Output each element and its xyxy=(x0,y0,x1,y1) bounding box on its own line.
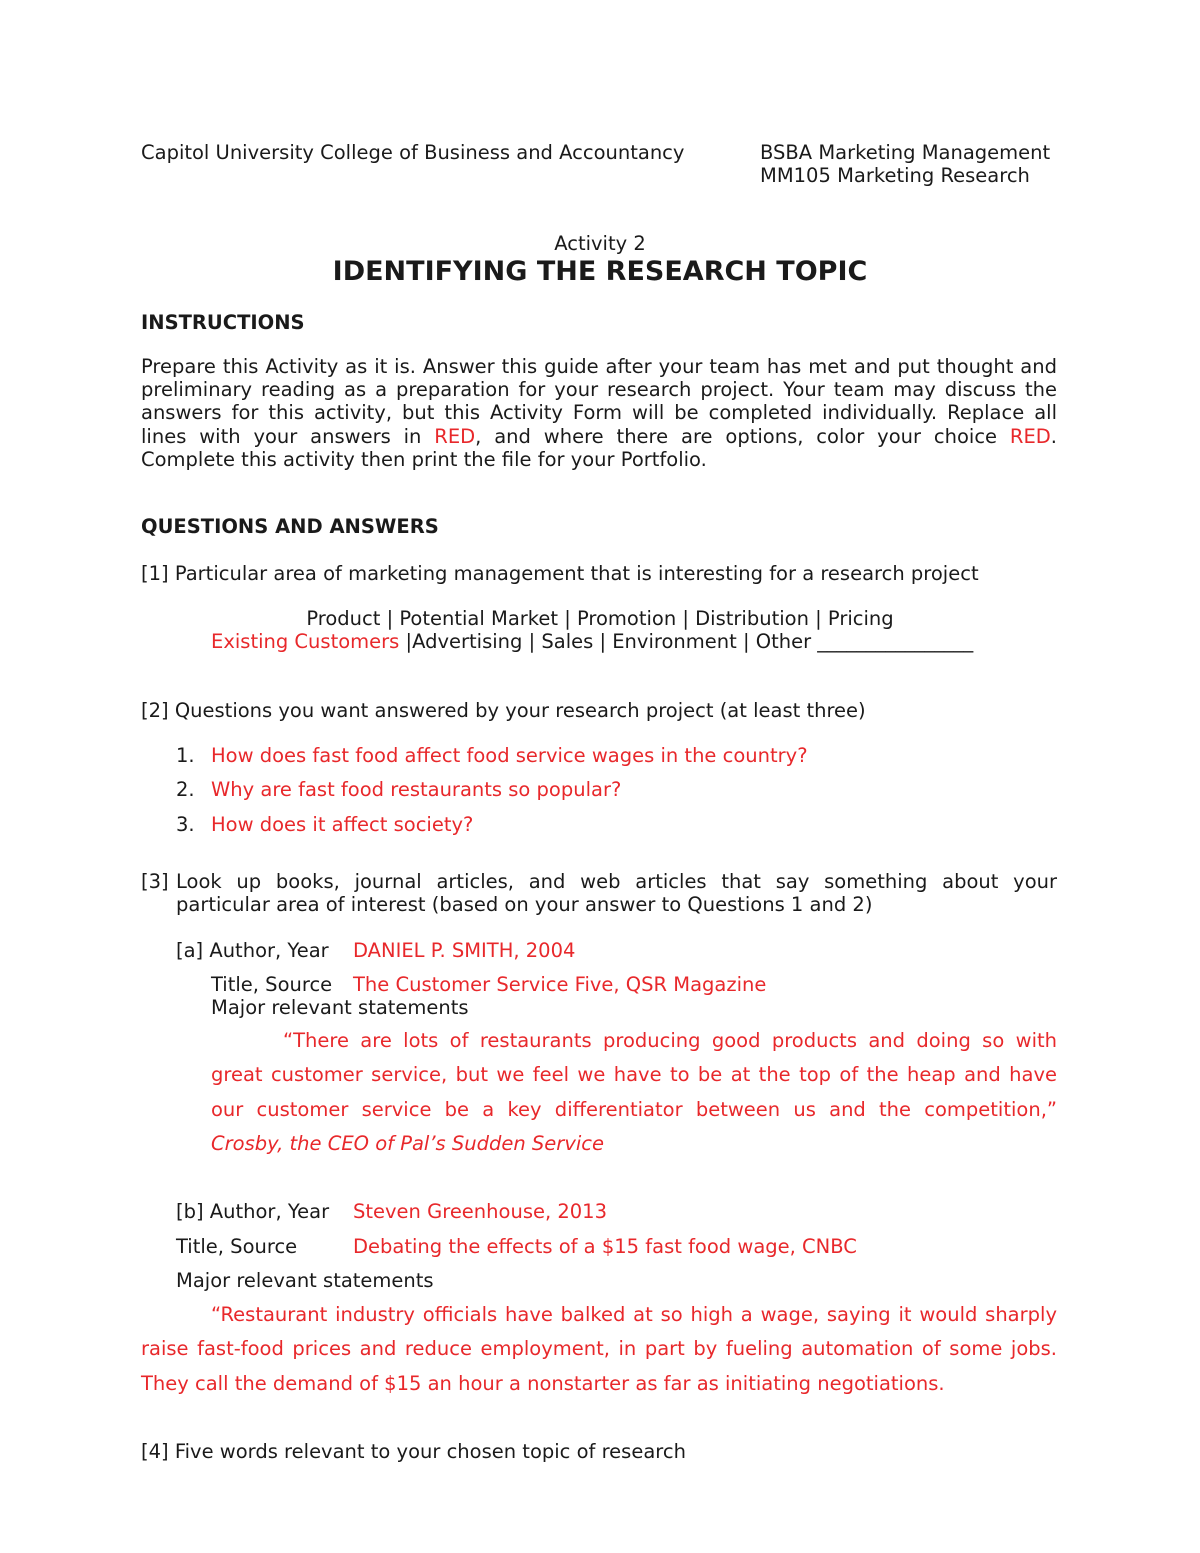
program-name: BSBA Marketing Management xyxy=(760,141,1051,164)
remaining-options: |Advertising | Sales | Environment | Other ________________ xyxy=(399,630,974,653)
question-4-prompt: [4] Five words relevant to your chosen topic of research xyxy=(141,1440,686,1463)
qa-heading: QUESTIONS AND ANSWERS xyxy=(141,515,439,538)
quote-line: great customer service, but we feel we have to be at the top of the heap and have xyxy=(211,1063,1057,1086)
red-keyword: RED xyxy=(1009,425,1051,448)
red-keyword: RED xyxy=(434,425,476,448)
instructions-line xyxy=(141,425,1057,448)
list-number: 1. xyxy=(176,744,195,767)
instructions-heading: INSTRUCTIONS xyxy=(141,311,305,334)
list-item: Why are fast food restaurants so popular? xyxy=(211,778,622,801)
quote-line: raise fast-food prices and reduce employment, in part by fueling automation of some jobs. xyxy=(141,1337,1057,1360)
question-3-prompt-line1: Look up books, journal articles, and web articles that say something about your xyxy=(176,870,1057,893)
instructions-text: . xyxy=(1050,425,1057,448)
reference-b-title-label: Title, Source xyxy=(176,1235,298,1258)
instructions-line: Complete this activity then print the file for your Portfolio. xyxy=(141,448,707,471)
course-name: MM105 Marketing Research xyxy=(760,164,1030,187)
question-3-prompt-line2: particular area of interest (based on your answer to Questions 1 and 2) xyxy=(176,893,873,916)
instructions-line: preliminary reading as a preparation for your research project. Your team may discuss the xyxy=(141,378,1057,401)
quote-line: “There are lots of restaurants producing good products and doing so with xyxy=(283,1029,1057,1052)
instructions-text: , and where there are options, color your choice xyxy=(475,425,1010,448)
quote-attribution: Crosby, the CEO of Pal’s Sudden Service xyxy=(211,1132,604,1155)
list-item: How does fast food affect food service wages in the country? xyxy=(211,744,808,767)
selected-option: Existing Customers xyxy=(211,630,400,653)
quote-line: “Restaurant industry officials have balked at so high a wage, saying it would sharply xyxy=(211,1303,1057,1326)
reference-a-title-label: Title, Source xyxy=(211,973,333,996)
activity-label: Activity 2 xyxy=(554,232,646,255)
list-number: 3. xyxy=(176,813,195,836)
reference-a-statements-label: Major relevant statements xyxy=(211,996,469,1019)
question-3-number: [3] xyxy=(141,870,169,893)
institution-name: Capitol University College of Business and Accountancy xyxy=(141,141,685,164)
question-1-options-line1: Product | Potential Market | Promotion | Distribution | Pricing xyxy=(306,607,894,630)
page-title: IDENTIFYING THE RESEARCH TOPIC xyxy=(332,256,868,287)
reference-b-author-label: [b] Author, Year xyxy=(176,1200,330,1223)
question-1-prompt: [1] Particular area of marketing management that is interesting for a research project xyxy=(141,562,979,585)
reference-b-author-value: Steven Greenhouse, 2013 xyxy=(353,1200,607,1223)
instructions-line: answers for this activity, but this Activity Form will be completed individually. Replace all xyxy=(141,401,1057,424)
instructions-text: lines with your answers in xyxy=(141,425,435,448)
reference-a-author-label: [a] Author, Year xyxy=(176,939,329,962)
list-number: 2. xyxy=(176,778,195,801)
quote-line: our customer service be a key differentiator between us and the competition,” xyxy=(211,1098,1057,1121)
reference-a-title-value: The Customer Service Five, QSR Magazine xyxy=(353,973,767,996)
quote-line: They call the demand of $15 an hour a nonstarter as far as initiating negotiations. xyxy=(141,1372,945,1395)
question-2-prompt: [2] Questions you want answered by your research project (at least three) xyxy=(141,699,866,722)
question-1-options-line2 xyxy=(211,630,973,653)
instructions-line: Prepare this Activity as it is. Answer this guide after your team has met and put thought and xyxy=(141,355,1057,378)
reference-b-title-value: Debating the effects of a $15 fast food wage, CNBC xyxy=(353,1235,857,1258)
reference-a-author-value: DANIEL P. SMITH, 2004 xyxy=(353,939,576,962)
reference-b-statements-label: Major relevant statements xyxy=(176,1269,434,1292)
list-item: How does it affect society? xyxy=(211,813,474,836)
